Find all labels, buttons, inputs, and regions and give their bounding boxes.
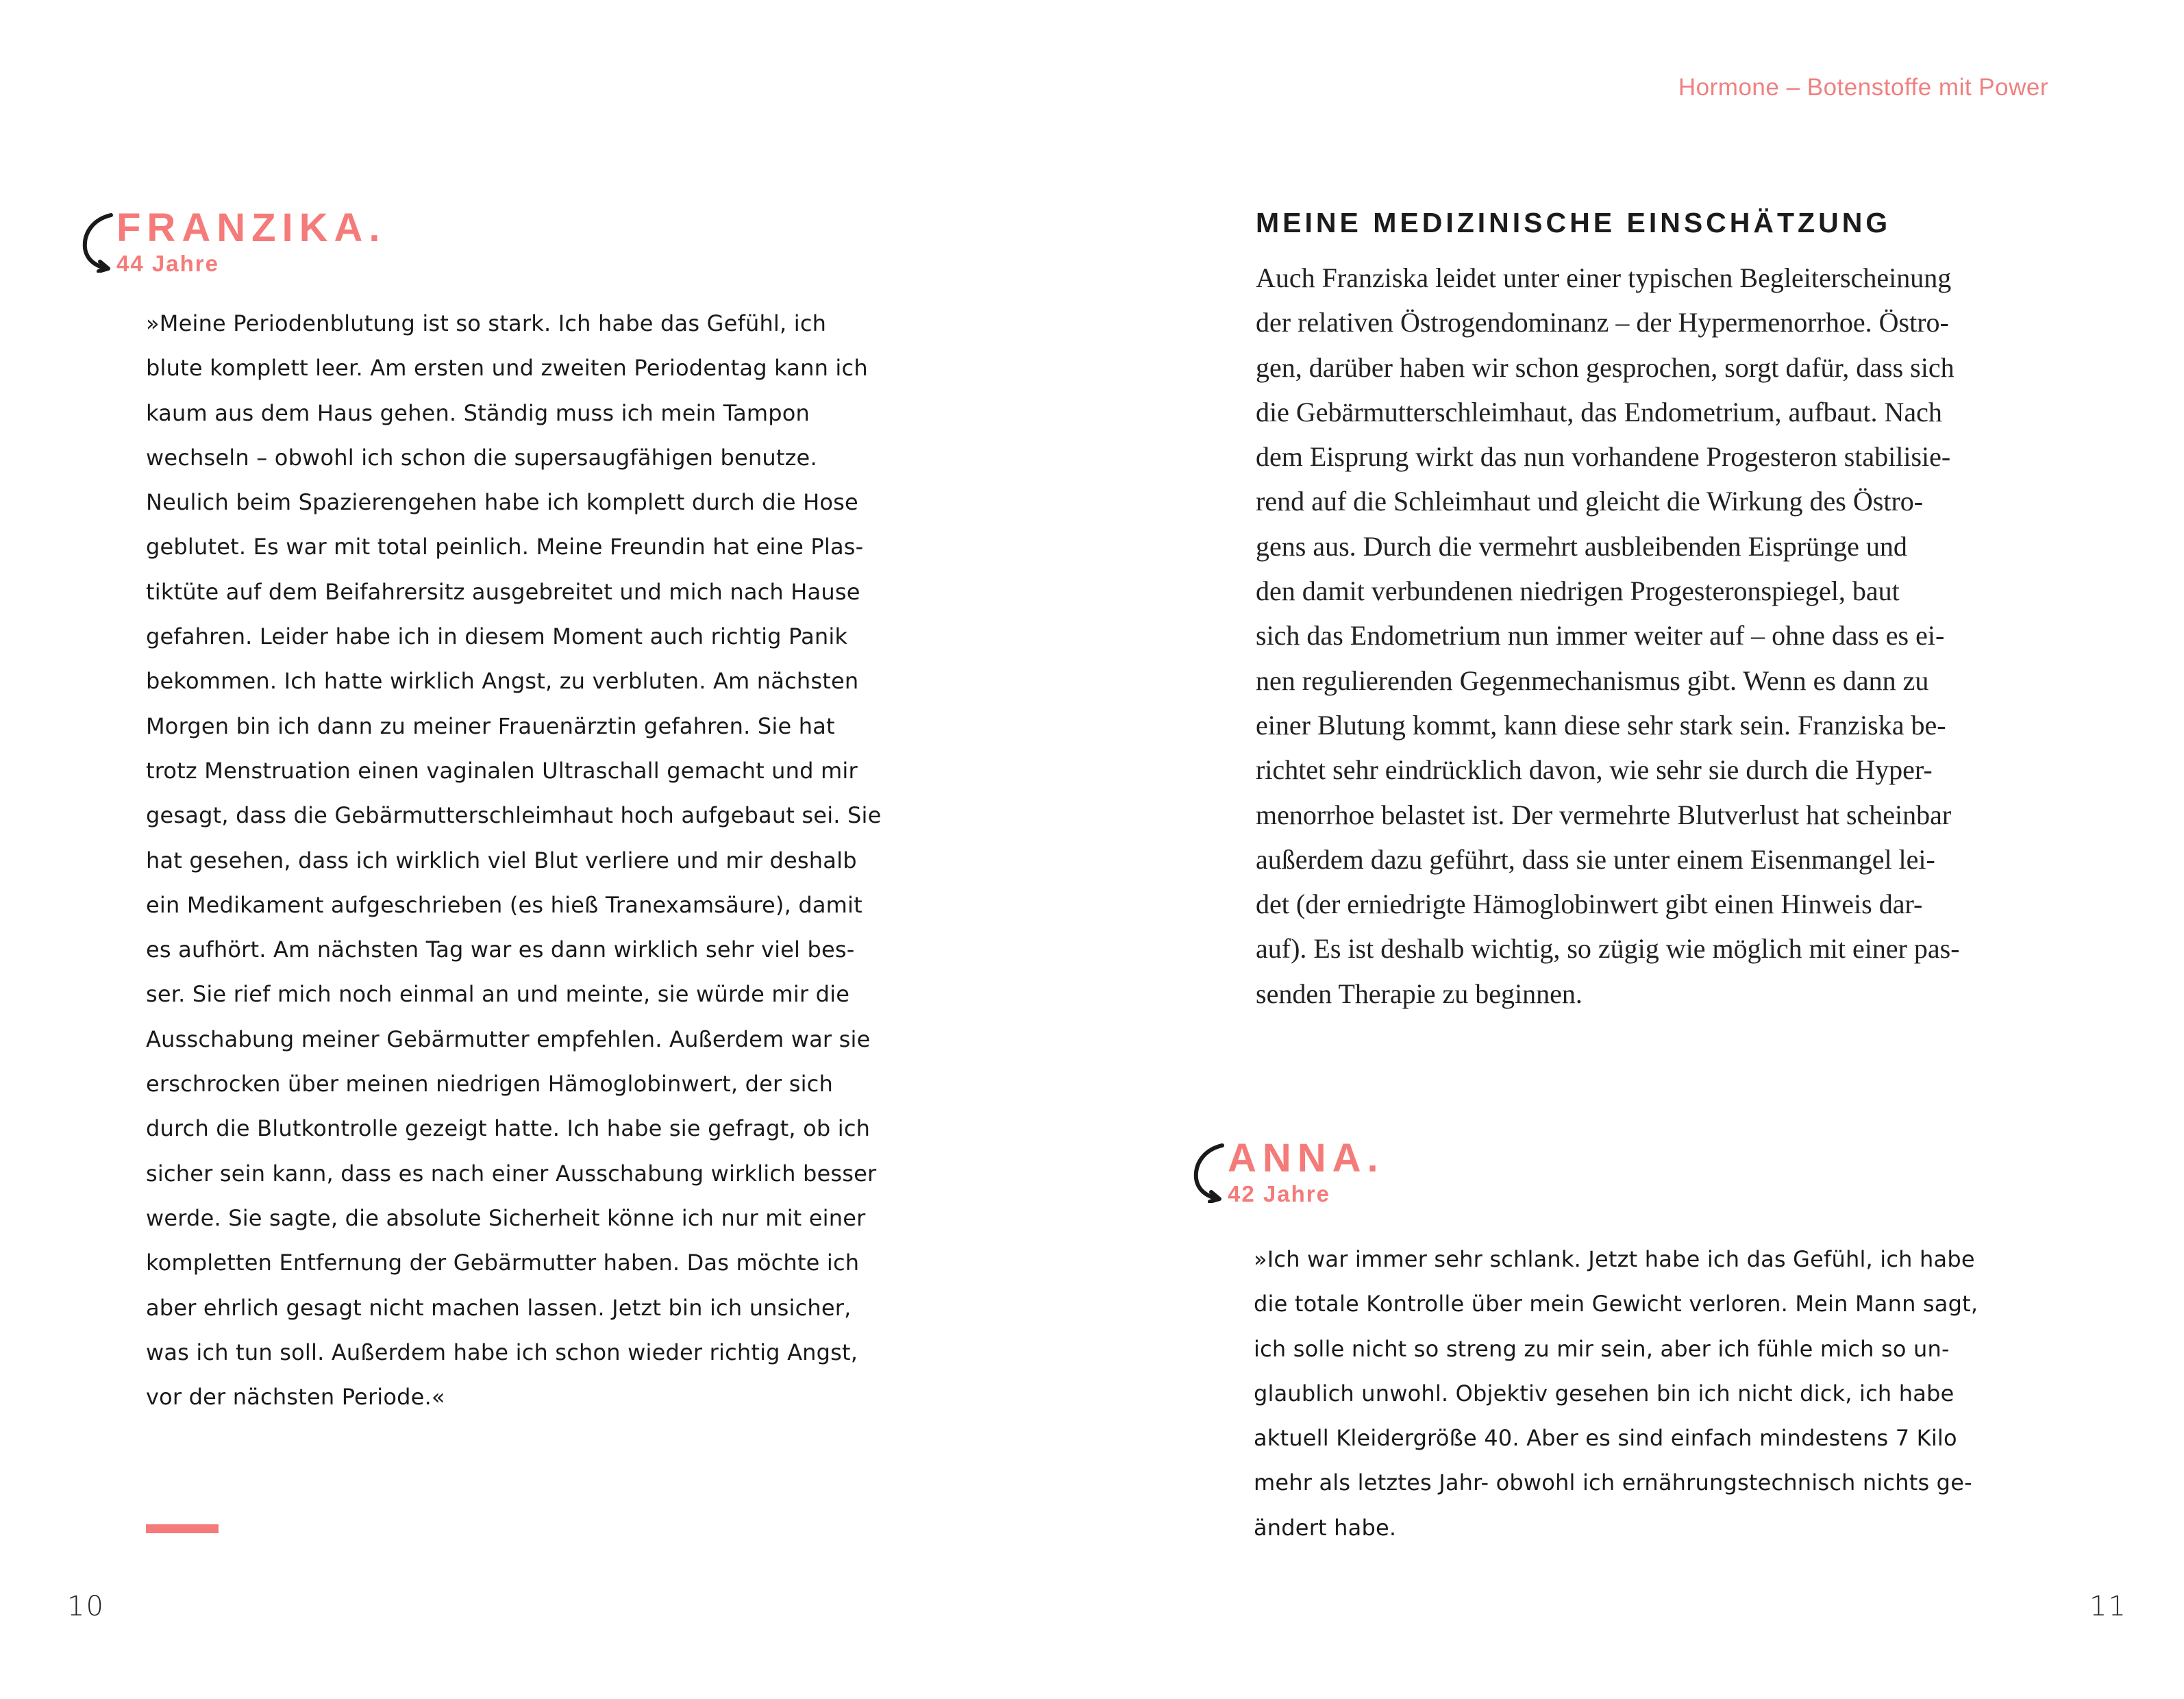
quote-line: die totale Kontrolle über mein Gewicht verloren. Mein Mann sagt,	[1254, 1291, 1978, 1317]
body-line: außerdem dazu geführt, dass sie unter einem Eisenmangel lei-	[1256, 843, 1935, 875]
quote-line: durch die Blutkontrolle gezeigt hatte. Ich habe sie gefragt, ob ich	[146, 1115, 871, 1142]
body-line: der relativen Östrogendominanz – der Hypermenorrhoe. Östro-	[1256, 307, 1949, 338]
curved-arrow-icon	[1192, 1140, 1226, 1203]
accent-bar	[146, 1524, 219, 1533]
quote-line: bekommen. Ich hatte wirklich Angst, zu verbluten. Am nächsten	[146, 668, 859, 695]
body-line: gens aus. Durch die vermehrt ausbleibenden Eisprünge und	[1256, 530, 1907, 562]
section-heading: MEINE MEDIZINISCHE EINSCHÄTZUNG	[1256, 207, 1891, 238]
quote-line: hat gesehen, dass ich wirklich viel Blut verliere und mir deshalb	[146, 847, 857, 873]
profile-age: 42 Jahre	[1228, 1181, 1330, 1206]
quote-line: gesagt, dass die Gebärmutterschleimhaut hoch aufgebaut sei. Sie	[146, 802, 882, 829]
body-line: nen regulierenden Gegenmechanismus gibt. Wenn es dann zu	[1256, 665, 1929, 696]
right-page	[1092, 0, 2184, 1699]
profile-age: 44 Jahre	[116, 251, 219, 276]
quote-line: es aufhört. Am nächsten Tag war es dann wirklich sehr viel bes-	[146, 937, 855, 963]
profile-name: FRANZIKA.	[116, 206, 386, 250]
quote-line: Neulich beim Spazierengehen habe ich komplett durch die Hose	[146, 489, 858, 516]
quote-anna	[1254, 1237, 1978, 1550]
curved-arrow-icon	[81, 210, 115, 273]
quote-line: geblutet. Es war mit total peinlich. Meine Freundin hat eine Plas-	[146, 534, 864, 560]
body-line: auf). Es ist deshalb wichtig, so zügig wie möglich mit einer pas-	[1256, 933, 1960, 965]
quote-line: »Ich war immer sehr schlank. Jetzt habe ich das Gefühl, ich habe	[1254, 1246, 1975, 1272]
page-number-left: 10	[67, 1591, 105, 1622]
quote-line: Morgen bin ich dann zu meiner Frauenärztin gefahren. Sie hat	[146, 712, 835, 739]
medical-assessment-text	[1256, 256, 2050, 1016]
page-number-right: 11	[2089, 1591, 2127, 1622]
quote-line: Ausschabung meiner Gebärmutter empfehlen. Außerdem war sie	[146, 1026, 871, 1052]
quote-line: aber ehrlich gesagt nicht machen lassen. Jetzt bin ich unsicher,	[146, 1294, 852, 1321]
body-line: einer Blutung kommt, kann diese sehr stark sein. Franziska be-	[1256, 709, 1946, 741]
body-line: menorrhoe belastet ist. Der vermehrte Blutverlust hat scheinbar	[1256, 799, 1952, 830]
quote-line: kaum aus dem Haus gehen. Ständig muss ich mein Tampon	[146, 399, 810, 426]
body-line: senden Therapie zu beginnen.	[1256, 978, 1583, 1009]
body-line: den damit verbundenen niedrigen Progesteronspiegel, baut	[1256, 575, 1900, 607]
running-head: Hormone – Botenstoffe mit Power	[1678, 74, 2048, 101]
body-line: gen, darüber haben wir schon gesprochen, sorgt dafür, dass sich	[1256, 351, 1955, 383]
body-line: sich das Endometrium nun immer weiter auf – ohne dass es ei-	[1256, 620, 1945, 652]
quote-line: aktuell Kleidergröße 40. Aber es sind einfach mindestens 7 Kilo	[1254, 1425, 1957, 1452]
quote-line: wechseln – obwohl ich schon die supersaugfähigen benutze.	[146, 444, 817, 471]
body-line: dem Eisprung wirkt das nun vorhandene Progesteron stabilisie-	[1256, 441, 1951, 473]
quote-line: ein Medikament aufgeschrieben (es hieß Tranexamsäure), damit	[146, 891, 863, 918]
quote-line: blute komplett leer. Am ersten und zweiten Periodentag kann ich	[146, 355, 868, 382]
body-line: det (der erniedrigte Hämoglobinwert gibt einen Hinweis dar-	[1256, 889, 1923, 920]
quote-line: erschrocken über meinen niedrigen Hämoglobinwert, der sich	[146, 1071, 833, 1097]
quote-line: trotz Menstruation einen vaginalen Ultraschall gemacht und mir	[146, 757, 858, 784]
quote-line: gefahren. Leider habe ich in diesem Moment auch richtig Panik	[146, 623, 848, 650]
quote-line: tiktüte auf dem Beifahrersitz ausgebreitet und mich nach Hause	[146, 578, 860, 605]
quote-line: ser. Sie rief mich noch einmal an und meinte, sie würde mir die	[146, 981, 850, 1008]
quote-line: vor der nächsten Periode.«	[146, 1384, 445, 1411]
quote-line: werde. Sie sagte, die absolute Sicherheit könne ich nur mit einer	[146, 1204, 866, 1231]
quote-line: ich solle nicht so streng zu mir sein, aber ich fühle mich so un-	[1254, 1335, 1950, 1362]
quote-line: was ich tun soll. Außerdem habe ich schon wieder richtig Angst,	[146, 1339, 858, 1365]
quote-line: mehr als letztes Jahr- obwohl ich ernährungstechnisch nichts ge-	[1254, 1469, 1972, 1496]
body-line: rend auf die Schleimhaut und gleicht die Wirkung des Östro-	[1256, 486, 1924, 517]
quote-line: ändert habe.	[1254, 1514, 1397, 1541]
profile-name: ANNA.	[1228, 1136, 1385, 1180]
quote-line: glaublich unwohl. Objektiv gesehen bin ich nicht dick, ich habe	[1254, 1380, 1955, 1406]
quote-line: sicher sein kann, dass es nach einer Ausschabung wirklich besser	[146, 1160, 877, 1187]
body-line: Auch Franziska leidet unter einer typischen Begleiterscheinung	[1256, 262, 1952, 293]
quote-line: »Meine Periodenblutung ist so stark. Ich habe das Gefühl, ich	[146, 310, 827, 336]
quote-franzika	[146, 301, 882, 1419]
body-line: die Gebärmutterschleimhaut, das Endometrium, aufbaut. Nach	[1256, 396, 1942, 427]
quote-line: kompletten Entfernung der Gebärmutter haben. Das möchte ich	[146, 1250, 860, 1276]
body-line: richtet sehr eindrücklich davon, wie sehr sie durch die Hyper-	[1256, 754, 1933, 786]
